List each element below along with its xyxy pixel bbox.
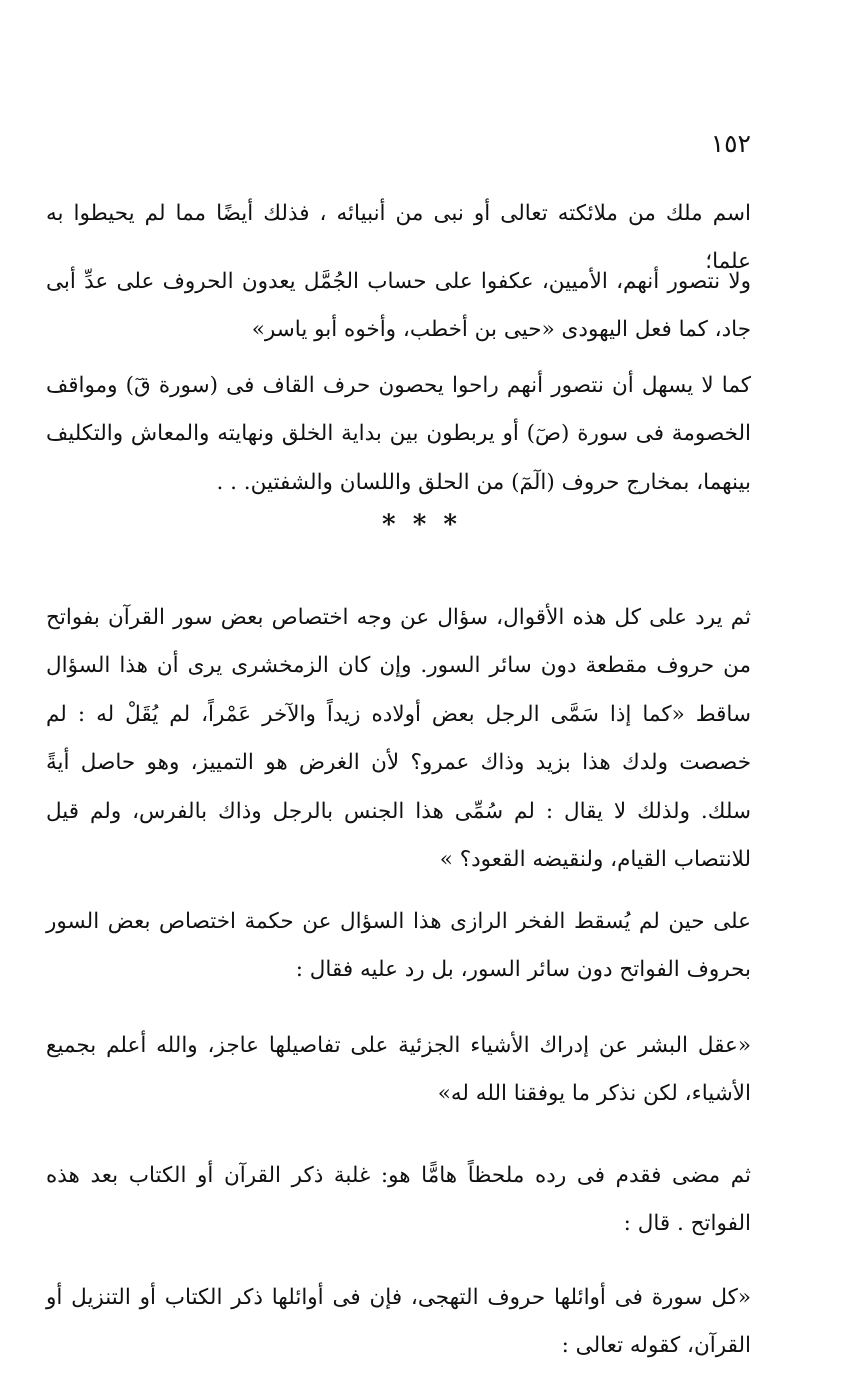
quote-paragraph-2: «كل سورة فى أوائلها حروف التهجى، فإن فى أوائلها ذكر الكتاب أو التنزيل أو القرآن، كقوله تعالى :: [46, 1284, 751, 1358]
paragraph-1: اسم ملك من ملائكته تعالى أو نبى من أنبيائه ، فذلك أيضًا مما لم يحيطوا به علما؛: [46, 200, 751, 274]
page-number: ١٥٢: [710, 129, 751, 158]
paragraph-6: ثم مضى فقدم فى رده ملحظاً هامًّا هو: غلبة ذكر القرآن أو الكتاب بعد هذه الفواتح . قال :: [46, 1162, 751, 1236]
quote-paragraph-1: «عقل البشر عن إدراك الأشياء الجزئية على تفاصيلها عاجز، والله أعلم بجميع الأشياء، لكن نذكر ما يوفقنا الله له»: [46, 1032, 751, 1106]
section-separator: * * *: [382, 510, 461, 540]
paragraph-4: ثم يرد على كل هذه الأقوال، سؤال عن وجه اختصاص بعض سور القرآن بفواتح من حروف مقطعة دون سائر السور. وإن كان الزمخشرى يرى أن هذا السؤال ساقط «كما إذا سَمَّى الرجل بعض أولاده زيداً والآخر عَمْراً، لم يُقَلْ له : لم خصصت ولدك هذا بزيد وذاك عمرو؟ لأن الغرض هو التمييز، وهو حاصل أيةً سلك. ولذلك لا يقال : لم سُمِّى هذا الجنس بالرجل وذاك بالفرس، ولم قيل للانتصاب القيام، ولنقيضه القعود؟ »: [46, 604, 751, 872]
paragraph-2: ولا نتصور أنهم، الأميين، عكفوا على حساب الجُمَّل يعدون الحروف على عدِّ أبى جاد، كما فعل اليهودى «حيى بن أخطب، وأخوه أبو ياسر»: [46, 268, 751, 342]
paragraph-5: على حين لم يُسقط الفخر الرازى هذا السؤال عن حكمة اختصاص بعض السور بحروف الفواتح دون سائر السور، بل رد عليه فقال :: [46, 908, 751, 982]
paragraph-3: كما لا يسهل أن نتصور أنهم راحوا يحصون حرف القاف فى (سورة قٓ) ومواقف الخصومة فى سورة (صٓ) أو يربطون بين بداية الخلق ونهايته والمعاش والتكليف بينهما، بمخارج حروف (الٓمٓ) من الحلق واللسان والشفتين. . .: [46, 372, 751, 495]
